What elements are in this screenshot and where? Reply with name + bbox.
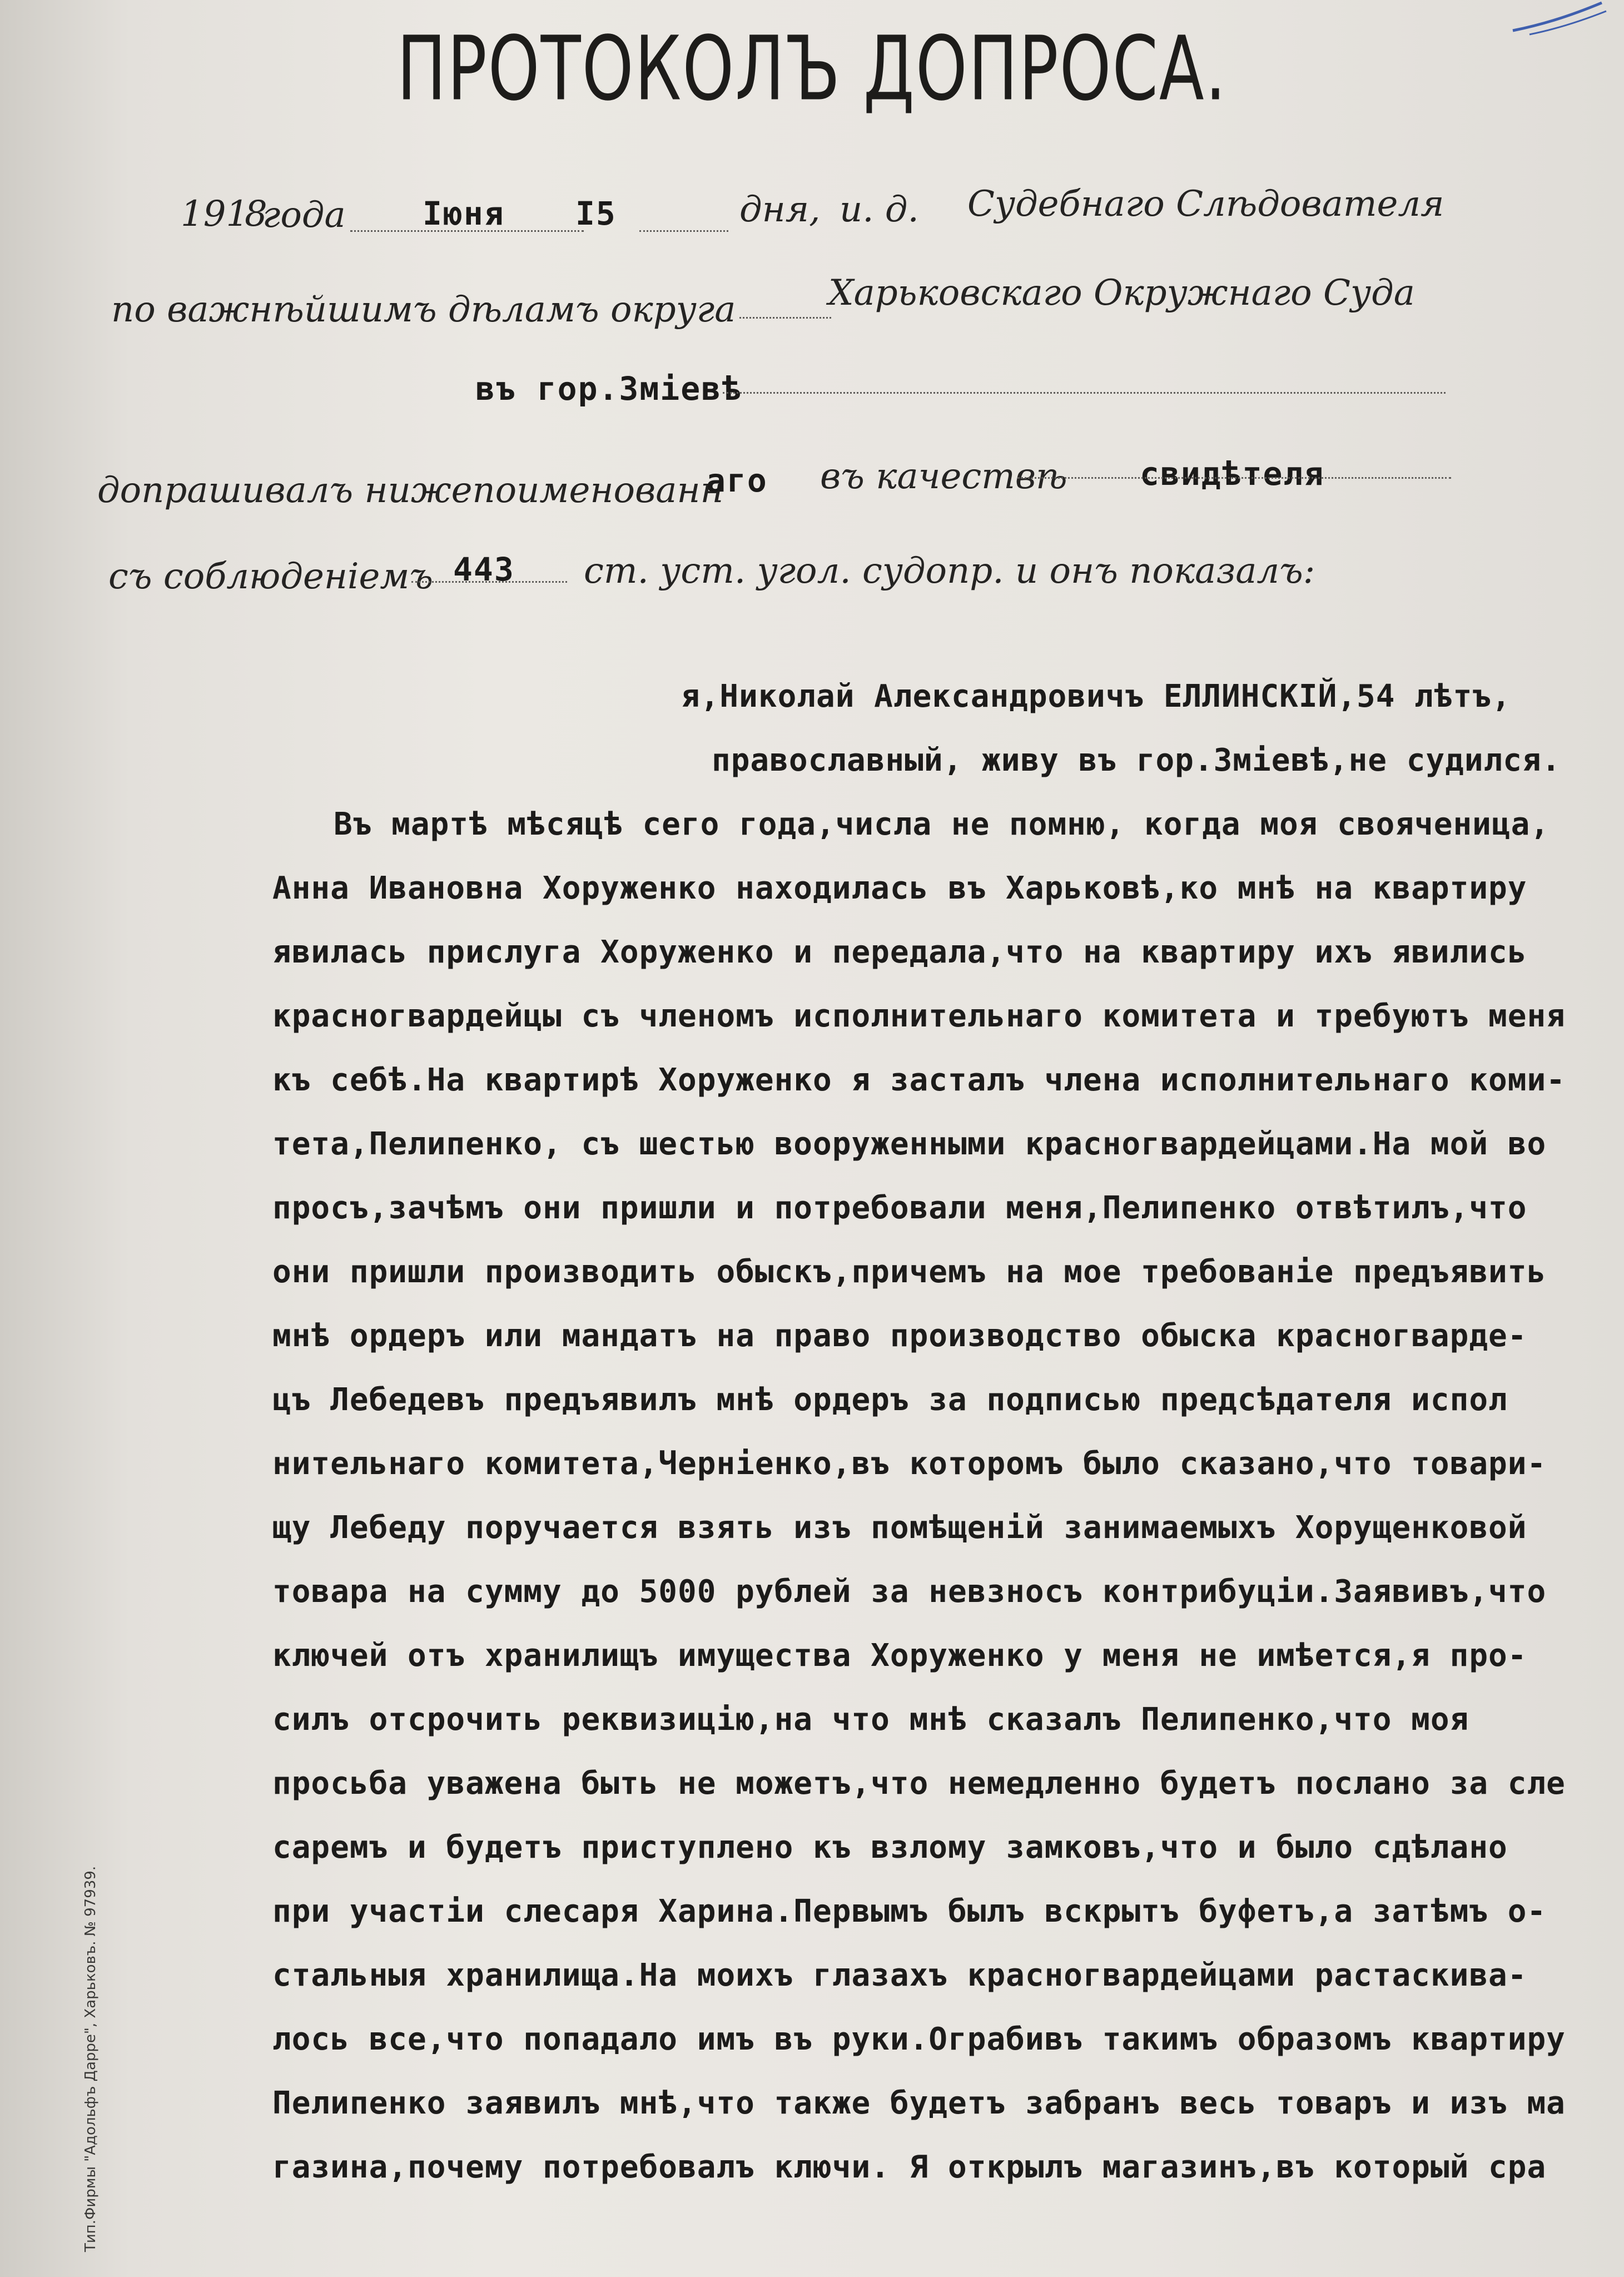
- capacity-label: въ качествѣ: [820, 456, 1067, 497]
- dotted-line: [723, 392, 1446, 394]
- official-prefix: и. д.: [840, 189, 919, 230]
- testimony-line: саремъ и будетъ приступлено къ взлому замковъ,что и было сдѣлано: [272, 1829, 1508, 1866]
- testimony-line: просъ,зачѣмъ они пришли и потребовали меня,Пелипенко отвѣтилъ,что: [272, 1190, 1527, 1226]
- testimony-line: красногвардейцы съ членомъ исполнительнаго комитета и требуютъ меня: [272, 998, 1566, 1034]
- dotted-line: [1017, 477, 1451, 479]
- year-prefix: 191: [181, 194, 249, 235]
- testimony-line: мнѣ ордеръ или мандатъ на право производство обыска красногварде-: [272, 1318, 1527, 1354]
- official-title: Судебнаго Слѣдователя: [967, 183, 1444, 225]
- observance-label: съ соблюденiемъ: [108, 556, 434, 597]
- testimony-line: Въ мартѣ мѣсяцѣ сего года,числа не помню, когда моя свояченица,: [334, 806, 1550, 842]
- interrogated-ending: аго: [706, 462, 768, 499]
- testimony-line: Пелипенко заявилъ мнѣ,что также будетъ забранъ весь товаръ и изъ ма: [272, 2085, 1566, 2121]
- testimony-line: явилась прислуга Хоруженко и передала,что на квартиру ихъ явились: [272, 934, 1527, 970]
- testimony-line: при участiи слесаря Харина.Первымъ былъ вскрытъ буфетъ,а затѣмъ о-: [272, 1893, 1547, 1929]
- testimony-line: они пришли производить обыскъ,причемъ на мое требованiе предъявить: [272, 1254, 1547, 1290]
- article-number: 443: [453, 550, 515, 588]
- statute-text: ст. уст. угол. судопр. и онъ показалъ:: [584, 550, 1315, 592]
- year-word: года: [262, 195, 346, 236]
- dotted-line: [639, 230, 728, 232]
- testimony-line: силъ отсрочить реквизицiю,на что мнѣ сказалъ Пелипенко,что моя: [272, 1701, 1469, 1738]
- testimony-line: товара на сумму до 5000 рублей за невзносъ контрибуцiи.Заявивъ,что: [272, 1574, 1547, 1610]
- testimony-line: ключей отъ хранилищъ имущества Хоруженко у меня не имѣется,я про-: [272, 1638, 1527, 1674]
- witness-line-1: я,Николай Александровичъ ЕЛЛИНСКIЙ,54 лѣтъ,: [681, 678, 1511, 715]
- witness-line-2: православный, живу въ гор.Змiевѣ,не судился.: [712, 742, 1561, 778]
- capacity: свидѣтеля: [1140, 455, 1325, 493]
- month: Iюня: [423, 195, 505, 232]
- testimony-line: щу Лебеду поручается взять изъ помѣщенiй занимаемыхъ Хорущенковой: [272, 1510, 1527, 1546]
- printer-stamp-text: Тип.Фирмы "Адольфъ Дарре", Харьковъ. № 97939.: [82, 1866, 99, 2252]
- testimony-line: лось все,что попадало имъ въ руки.Ограбивъ такимъ образомъ квартиру: [272, 2021, 1566, 2057]
- testimony-line: газина,почему потребовалъ ключи. Я открылъ магазинъ,въ который сра: [272, 2149, 1547, 2185]
- interrogated-label: допрашивалъ нижепоименованн: [97, 470, 724, 511]
- printer-stamp: [82, 1763, 116, 2252]
- testimony-line: стальныя хранилища.На моихъ глазахъ красногвардейцами растаскива-: [272, 1957, 1527, 1993]
- place: въ гор.Змiевѣ: [475, 370, 742, 408]
- day-word: дня,: [739, 189, 821, 230]
- court-name: Харьковскаго Окружнаго Суда: [828, 272, 1415, 314]
- page-title: ПРОТОКОЛЪ ДОПРОСА.: [396, 17, 1228, 121]
- testimony-line: нительнаго комитета,Чернiенко,въ которомъ было сказано,что товари-: [272, 1446, 1547, 1482]
- testimony-line: цъ Лебедевъ предъявилъ мнѣ ордеръ за подписью предсѣдателя испол: [272, 1382, 1508, 1418]
- dotted-line: [739, 317, 831, 319]
- testimony-line: просьба уважена быть не можетъ,что немедленно будетъ послано за сле: [272, 1765, 1566, 1802]
- year-suffix: 8: [245, 194, 267, 235]
- testimony-line: тета,Пелипенко, съ шестью вооруженными красногвардейцами.На мой во: [272, 1126, 1547, 1162]
- testimony-line: Анна Ивановна Хоруженко находилась въ Харьковѣ,ко мнѣ на квартиру: [272, 870, 1527, 906]
- department: по важнѣйшимъ дѣламъ округа: [111, 289, 736, 330]
- testimony-line: къ себѣ.На квартирѣ Хоруженко я засталъ члена исполнительнаго коми-: [272, 1062, 1566, 1098]
- day: I5: [575, 195, 617, 232]
